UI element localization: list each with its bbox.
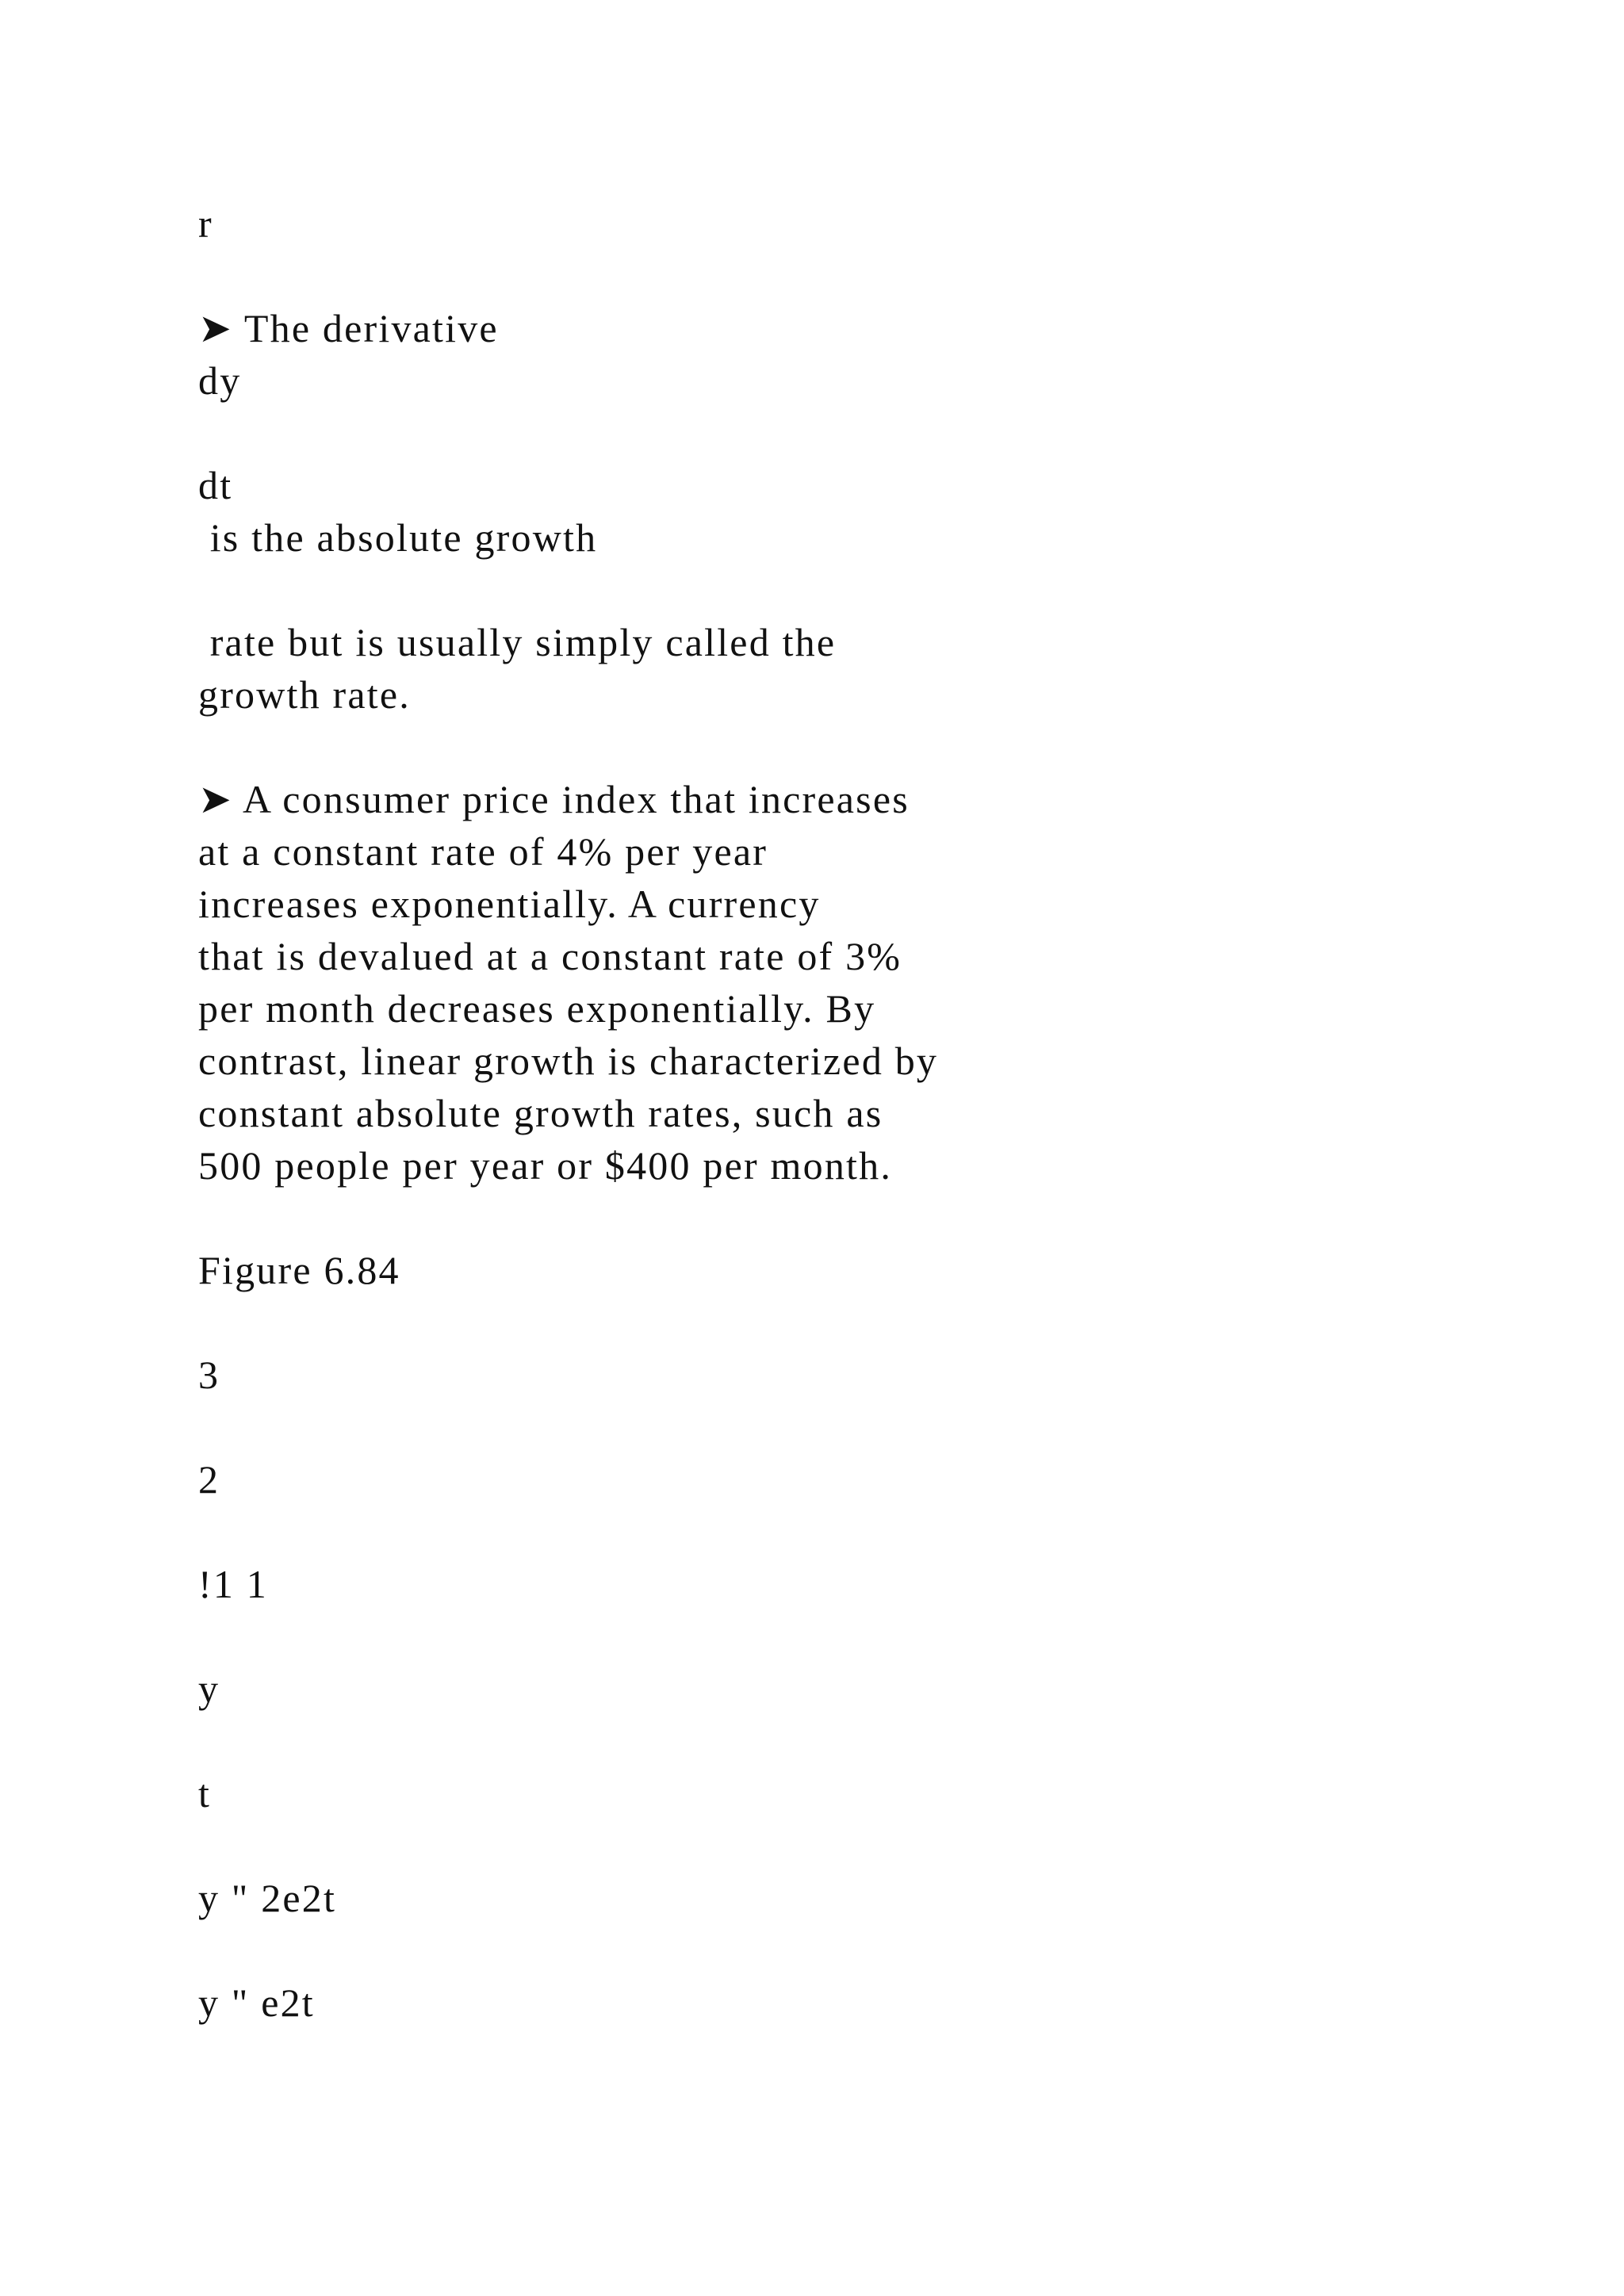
text-line: constant absolute growth rates, such as (198, 1091, 883, 1135)
text-line: rate but is usually simply called the (198, 620, 837, 664)
text-line: 2 (198, 1457, 220, 1502)
text-line: y " e2t (198, 1980, 315, 2025)
text-line: y (198, 1667, 220, 1711)
text-line: that is devalued at a constant rate of 3% (198, 934, 902, 978)
text-line: per month decreases exponentially. By (198, 986, 876, 1031)
text-line: r (198, 201, 213, 246)
text-line: increases exponentially. A currency (198, 882, 821, 926)
text-line: t (198, 1771, 212, 1816)
text-line: !1 1 (198, 1562, 268, 1606)
text-line: 500 people per year or $400 per month. (198, 1143, 893, 1188)
text-line: contrast, linear growth is characterized by (198, 1039, 939, 1083)
figure-caption: Figure 6.84 (198, 1248, 400, 1292)
text-line: is the absolute growth (198, 515, 598, 560)
bullet-derivative: ➤ The derivative (198, 306, 499, 350)
text-line: at a constant rate of 4% per year (198, 829, 768, 874)
text-line: dy (198, 358, 242, 403)
bullet-consumer-price-index: ➤ A consumer price index that increases (198, 777, 910, 821)
text-line: 3 (198, 1353, 220, 1397)
text-line: y " 2e2t (198, 1876, 337, 1920)
text-line: growth rate. (198, 672, 411, 717)
text-line: dt (198, 463, 233, 507)
